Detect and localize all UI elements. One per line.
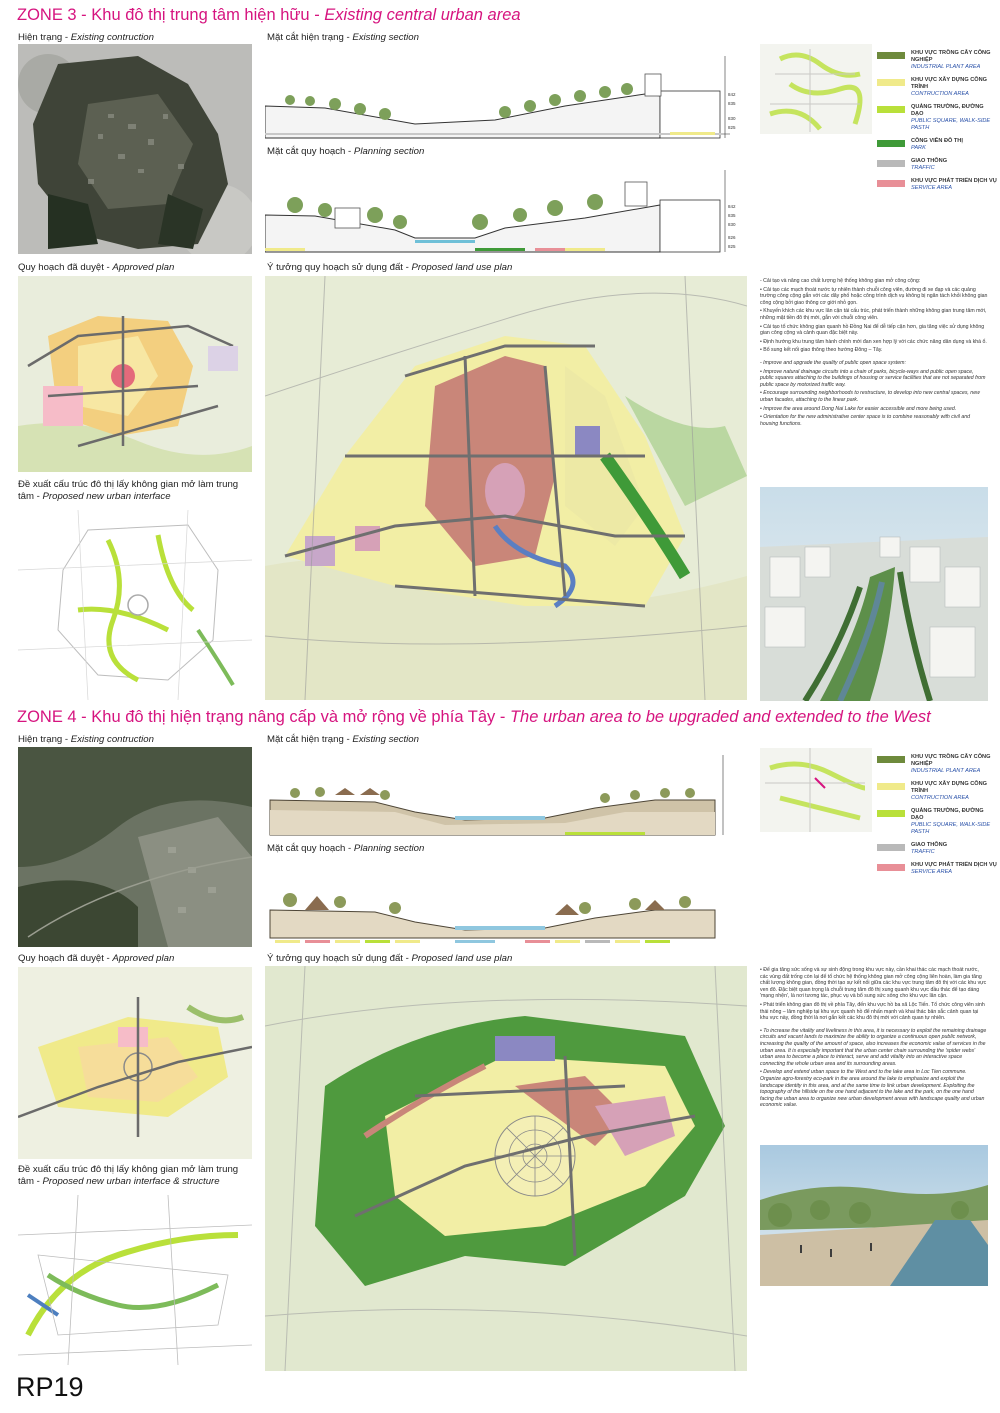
zone3-existing-section-caption: Mặt cắt hiện trạng - Existing section: [267, 32, 419, 43]
zone3-land-use-caption: Ý tưởng quy hoạch sử dụng đất - Proposed land use plan: [267, 262, 513, 273]
legend-item: GIAO THÔNG TRAFFIC: [877, 158, 997, 172]
zone4-key-map: [760, 748, 872, 832]
zone3-existing-construction-caption: Hiện trạng - Existing contruction: [18, 32, 154, 43]
legend-item: KHU VỰC PHÁT TRIỂN DỊCH VỤ SERVICE AREA: [877, 862, 997, 876]
zone4-planning-section: [265, 860, 735, 948]
legend-item: KHU VỰC XÂY DỰNG CÔNG TRÌNH CONTRUCTION AREA: [877, 77, 997, 98]
zone3-new-interface-caption: Đề xuất cấu trúc đô thị lấy không gian mở làm trung tâm - Proposed new urban interface: [18, 479, 239, 502]
zone4-approved-plan-caption: Quy hoạch đã duyệt - Approved plan: [18, 953, 175, 964]
zone3-perspective-render: [760, 487, 988, 701]
zone3-title-en: Existing central urban area: [324, 6, 521, 24]
zone4-satellite-image: [18, 747, 252, 947]
zone4-existing-section: [265, 750, 735, 840]
zone3-planning-section: [265, 160, 730, 256]
zone4-new-interface-caption: Đề xuất cấu trúc đô thị lấy không gian mở làm trung tâm - Proposed new urban interface & structure: [18, 1164, 239, 1187]
legend-item: KHU VỰC TRỒNG CÂY CÔNG NGHIỆP INDUSTRIAL PLANT AREA: [877, 50, 997, 71]
sheet-code: RP19: [16, 1372, 84, 1402]
zone4-title-en: The urban area to be upgraded and extended to the West: [509, 708, 931, 726]
zone4-legend: [877, 754, 997, 882]
zone4-perspective-render: [760, 1145, 988, 1286]
zone3-approved-plan-caption: Quy hoạch đã duyệt - Approved plan: [18, 262, 175, 273]
zone4-planning-section-caption: Mặt cắt quy hoạch - Planning section: [267, 843, 425, 854]
zone4-title: [17, 708, 931, 727]
zone3-planning-section-elevations: 842 835 830 826 825: [728, 204, 736, 249]
zone3-existing-section-elevations: 842 835 830 825: [728, 92, 736, 130]
legend-item: KHU VỰC TRỒNG CÂY CÔNG NGHIỆP INDUSTRIAL PLANT AREA: [877, 754, 997, 775]
zone3-approved-plan: [18, 276, 252, 472]
zone4-land-use-plan: [265, 966, 747, 1371]
zone4-existing-construction-caption: Hiện trạng - Existing contruction: [18, 734, 154, 745]
zone3-legend: [877, 50, 997, 198]
legend-item: KHU VỰC PHÁT TRIỂN DỊCH VỤ SERVICE AREA: [877, 178, 997, 192]
legend-item: CÔNG VIÊN ĐÔ THỊ PARK: [877, 138, 997, 152]
zone3-title: [17, 6, 521, 25]
legend-item: QUẢNG TRƯỜNG, ĐƯỜNG DẠO PUBLIC SQUARE, WALK-SIDE PASTH: [877, 808, 997, 836]
zone3-key-map: [760, 44, 872, 134]
zone4-new-interface-map: [18, 1195, 252, 1365]
zone3-satellite-image: [18, 44, 252, 254]
zone4-title-vi: ZONE 4 - Khu đô thị hiện trạng nâng cấp và mở rộng về phía Tây -: [17, 708, 510, 726]
zone4-existing-section-caption: Mặt cắt hiện trạng - Existing section: [267, 734, 419, 745]
zone3-existing-section: [265, 46, 730, 142]
zone3-title-vi: ZONE 3 - Khu đô thị trung tâm hiện hữu -: [17, 6, 325, 24]
zone3-notes: - Cải tạo và nâng cao chất lượng hệ thống không gian mở công cộng: • Cải tạo các mạch thoát nước tự nhiên thành chuỗi công viên, đường đi xe đạp và các quảng trường công cộng gắn với các dãy phố hoặc công trình dịch vụ không bị ngăn tách khỏi không gian công cộng bởi giao thông cơ giới nhỏ gọn. • Khuyến khích các khu vực lân cận tái cấu trúc, phát triển thành những không gian trung tâm mới, những mặt tiền đô thị mới, gắn với chuỗi công viên. • Cải tạo tổ chức không gian quanh hồ Đồng Nai để dễ tiếp cận hơn, gia tăng việc sử dụng không gian công cộng và cảnh quan đặc biệt này. • Định hướng khu trung tâm hành chính mới đan xen hợp lý với các chức năng dân dụng và khá ổ. • Bổ sung kết nối giao thông theo hướng Đông – Tây. - Improve and upgrade the quality of public open space system: • Improve natural drainage circuits into a chain of parks, bicycle-ways and public open space, public squares attaching to the buildings of housing or service facilities that are not separated from public space by motorized traffic way. • Encourage surrounding neighborhoods to restructure, to develop into new central spaces, new urban facades, attaching to the linear park. • Improve the area around Dong Nai Lake for easier accessible and more being used. • Orientation for the new administrative center space is to combine reasonably with civil and housing functions.: [760, 278, 988, 427]
zone4-approved-plan: [18, 967, 252, 1159]
zone4-notes: • Để gia tăng sức sống và sự sinh động trong khu vực này, cần khai thác các mạch thoát nước, các vùng đất trống còn lại để tổ chức hệ thống không gian mở công cộng liên hoàn, làm gia tăng chất lượng không gian, đồng thời tạo sự kết nối giữa các khu vực trung tâm đô thị với các khu vực ven đô. Đặc biệt quan trọng là chuỗi trung tâm đô thị xung quanh khu vực đầu thác để tạo dáng 'mạng nhện', là nơi tương tác, phục vụ và bổ sung sức sống cho khu vực lân cận. • Phát triển không gian đô thị về phía Tây, đến khu vực hồ ba xã Lộc Tiến. Tổ chức công viên sinh thái nông – lâm nghiệp tại khu vực quanh hồ để nhấn mạnh và khai thác bản sắc cảnh quan tại khu vực này, đồng thời là nơi gắn kết các khu đô thị mới với cảnh quan tự nhiên. • To increase the vitality and liveliness in this area, it is necessary to exploit the remaining drainage circuits and vacant lands to maximize the ability to organize a continuous open public network, increasing the quality of the amount of space, also increases the economic value of services in the urban area. It is especially important that the urban center chain surrounding the 'spider webs' urban area to become a place to interact, serve and add vitality into an interactive space connecting the whole urban area and its surrounding areas. • Develop and extend urban space to the West and to the lake area in Loc Tien commune. Organize agro-forestry eco-park in the area around the lake to emphasize and exploit the landscape identity in this area, and at the same time to link urban development. Exploiting the topography of the hillside on the one hand adjacent to the lake and the park, on the one hand facing the urban area to organize new urban development areas with landscape quality and urban economic value.: [760, 967, 987, 1109]
legend-item: KHU VỰC XÂY DỰNG CÔNG TRÌNH CONTRUCTION AREA: [877, 781, 997, 802]
zone4-land-use-caption: Ý tưởng quy hoạch sử dụng đất - Proposed land use plan: [267, 953, 513, 964]
zone3-new-interface-map: [18, 510, 252, 700]
zone3-land-use-plan: [265, 276, 747, 700]
zone3-planning-section-caption: Mặt cắt quy hoạch - Planning section: [267, 146, 425, 157]
legend-item: QUẢNG TRƯỜNG, ĐƯỜNG DẠO PUBLIC SQUARE, WALK-SIDE PASTH: [877, 104, 997, 132]
legend-item: GIAO THÔNG TRAFFIC: [877, 842, 997, 856]
